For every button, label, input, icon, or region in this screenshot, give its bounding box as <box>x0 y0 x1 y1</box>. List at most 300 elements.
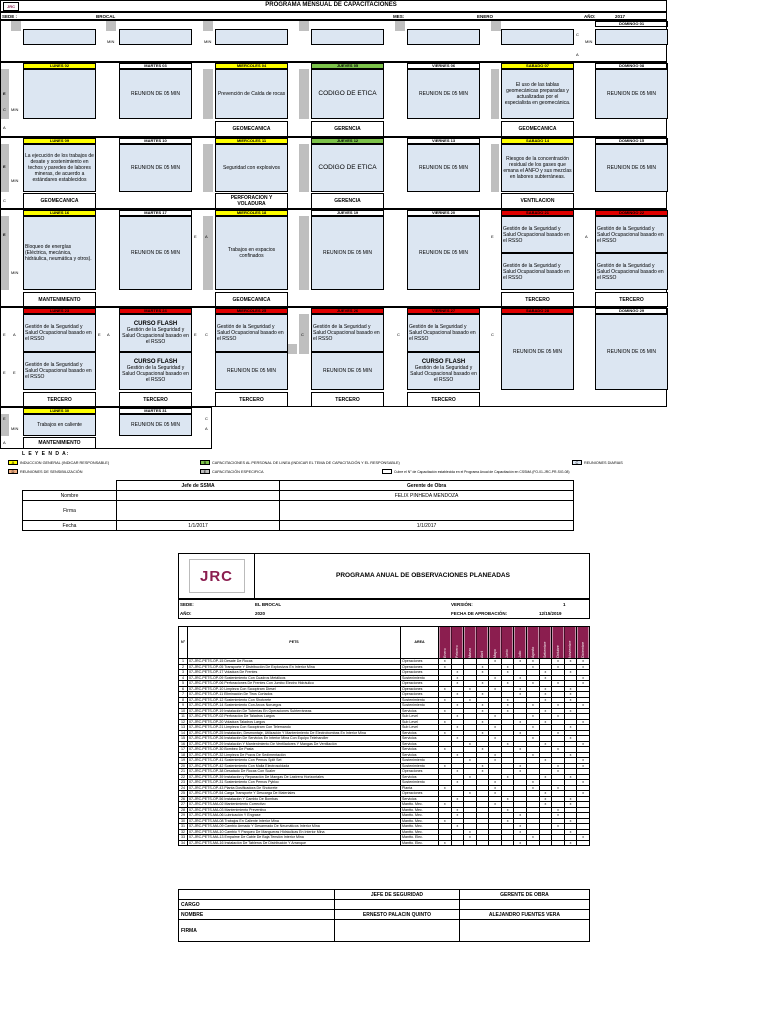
c-label: C <box>205 332 208 337</box>
day-header-martes: MARTES 17 <box>119 210 192 216</box>
cell-martes24-b <box>119 352 192 390</box>
cell-area: Sub Level <box>401 719 439 725</box>
min-label: MIN <box>11 107 19 112</box>
month-mark: x <box>514 829 527 835</box>
cell-n: 12 <box>179 719 188 725</box>
month-mark: x <box>527 703 540 709</box>
day-header-miercoles: MIERCOLES 04 <box>215 63 288 69</box>
cell-pets: 07-JRC-PETS-MA-03 Mantenimiento Preventivo <box>188 807 401 813</box>
day-header-martes: MARTES 10 <box>119 138 192 144</box>
day-header-domingo: DOMINGO 08 <box>595 63 668 69</box>
grey-cell <box>491 69 499 119</box>
month-mark: x <box>577 703 590 709</box>
c-label: C <box>576 32 579 37</box>
month-mark: x <box>539 796 552 802</box>
annual-header <box>178 553 590 599</box>
month-mark: x <box>464 791 477 797</box>
week0-row <box>0 20 667 62</box>
day-header-martes: MARTES 31 <box>119 408 192 414</box>
day-header-viernes: VIERNES 20 <box>407 210 480 216</box>
cell-area: Sostenimiento <box>401 675 439 681</box>
month-mark: x <box>451 824 464 830</box>
fecha-value: 12/15/2019 <box>539 611 562 616</box>
cell-area: Servicios <box>401 741 439 747</box>
sig-name-2: FELIX PINHEDA MENDOZA <box>280 491 574 501</box>
month-mark: x <box>552 659 565 665</box>
month-mark: x <box>514 692 527 698</box>
month-mark: x <box>451 692 464 698</box>
month-mark: x <box>489 802 502 808</box>
month-mark: x <box>539 670 552 676</box>
c-label: C <box>301 332 304 337</box>
month-mark: x <box>451 813 464 819</box>
day-header-miercoles: MIERCOLES 25 <box>215 308 288 314</box>
legend-item-d <box>8 469 82 474</box>
sig-row-nombre: NOMBRE <box>179 910 335 920</box>
cell-area: Mantto. Mec. <box>401 829 439 835</box>
month-mark: x <box>514 730 527 736</box>
month-mark: x <box>489 758 502 764</box>
cell-area: Operaciones <box>401 692 439 698</box>
area-lunes30: MANTENIMIENTO <box>23 437 96 449</box>
cell-n: 28 <box>179 807 188 813</box>
day-header-sabado: SABADO 21 <box>501 210 574 216</box>
month-mark: x <box>439 719 452 725</box>
cell-area: Operaciones <box>401 686 439 692</box>
day-header-domingo: DOMINGO 29 <box>595 308 668 314</box>
month-mark: x <box>577 758 590 764</box>
month-mark: x <box>451 725 464 731</box>
month-mark: x <box>464 686 477 692</box>
cell-area: Servicios <box>401 708 439 714</box>
area-martes24: TERCERO <box>119 392 192 407</box>
signature-table-2 <box>178 889 590 942</box>
monthly-meta-row <box>0 12 667 20</box>
cell-area: Sostenimiento <box>401 763 439 769</box>
month-mark: x <box>527 681 540 687</box>
month-header-julio: Julio <box>514 627 527 659</box>
cell-n: 31 <box>179 824 188 830</box>
month-mark: x <box>577 675 590 681</box>
cell-sabado28: REUNION DE 05 MIN <box>501 314 574 390</box>
cell-jueves26-a: Gestión de la Seguridad y Salud Ocupacional basado en el RSSO <box>311 314 384 352</box>
min-label: MIN <box>204 39 212 44</box>
cell-pets: 07-JRC-PETS-MA-09 Cambio Armado Y Desarmado De Neumáticos Interior Mina <box>188 824 401 830</box>
area-jueves12: GERENCIA <box>311 193 384 209</box>
cell-pets: 07-JRC-PETS-OP-05 Transporte Y Distribución De Explosivos En Interior Mina <box>188 664 401 670</box>
month-mark <box>464 840 477 846</box>
month-mark: x <box>514 763 527 769</box>
empty-cell <box>215 29 288 45</box>
week1-row <box>0 62 667 137</box>
month-mark: x <box>539 758 552 764</box>
month-mark: x <box>577 780 590 786</box>
month-header-abril: Abril <box>476 627 489 659</box>
cell-n: 13 <box>179 725 188 731</box>
cell-n: 9 <box>179 703 188 709</box>
sig-firma-1[interactable] <box>117 501 280 521</box>
cell-pets: 07-JRC-PETS-OP-43 Planta Dosificadora De Shotcrete <box>188 785 401 791</box>
cell-domingo29: REUNION DE 05 MIN <box>595 314 668 390</box>
month-mark: x <box>501 703 514 709</box>
cell-martes24-a <box>119 314 192 352</box>
day-header-viernes: VIERNES 06 <box>407 63 480 69</box>
cell-pets: 07-JRC-PETS-OP-21 Limpieza Con Scooptram Con Telemando <box>188 725 401 731</box>
month-mark: x <box>476 769 489 775</box>
cell-n: 27 <box>179 802 188 808</box>
cell-miercoles11: Seguridad con explosivos <box>215 144 288 192</box>
jrc-logo <box>179 554 255 598</box>
min-label: MIN <box>585 39 593 44</box>
day-header-miercoles: MIERCOLES 11 <box>215 138 288 144</box>
cell-pets: 07-JRC-PETS-OP-32 Limpieza De Pozos De Sedimentación <box>188 752 401 758</box>
day-header-sabado: SABADO 14 <box>501 138 574 144</box>
month-mark: x <box>539 719 552 725</box>
cell-jueves05: CODIGO DE ETICA <box>311 69 384 119</box>
e-label: E <box>3 370 6 375</box>
sig-date-2: 1/1/2017 <box>280 521 574 531</box>
cell-n: 33 <box>179 835 188 841</box>
cell-sabado07: El uso de las tablas geomecánicas preparadas y actualizadas por el especialista en geomecánica. <box>501 69 574 119</box>
month-mark: x <box>527 659 540 665</box>
cell-pets: 07-JRC-PETS-MA-06 Lubricación Y Engrase <box>188 813 401 819</box>
mes-value: ENERO <box>477 14 494 19</box>
month-header-enero: Enero <box>439 627 452 659</box>
area-lunes09: GEOMECANICA <box>23 193 96 209</box>
month-mark: x <box>539 741 552 747</box>
sig-row-firma: FIRMA <box>179 920 335 942</box>
month-mark: x <box>476 681 489 687</box>
month-mark: x <box>552 703 565 709</box>
cell-viernes27-a: Gestión de la Seguridad y Salud Ocupacional basado en el RSSO <box>407 314 480 352</box>
month-mark: x <box>451 681 464 687</box>
month-mark: x <box>527 785 540 791</box>
legend-text: REUNIONES DE SENSIBILIZACIÓN <box>20 469 83 474</box>
month-mark: x <box>501 818 514 824</box>
cell-area: Servicios <box>401 747 439 753</box>
col-n-header: N° <box>179 627 188 659</box>
grey-cell <box>491 144 499 192</box>
day-header-jueves: JUEVES 05 <box>311 63 384 69</box>
min-label: MIN <box>11 178 19 183</box>
month-mark: x <box>464 774 477 780</box>
cell-domingo08: REUNION DE 05 MIN <box>595 69 668 119</box>
cell-pets: 07-JRC-PETS-OP-17 Voladura De Frentes <box>188 670 401 676</box>
cell-n: 20 <box>179 763 188 769</box>
month-mark: x <box>439 840 452 846</box>
month-header-octubre: Octubre <box>552 627 565 659</box>
cell-pets: 07-JRC-PETS-OP-10 Limpieza Con Scooptram Diesel <box>188 686 401 692</box>
c-label: C <box>491 332 494 337</box>
grey-cell <box>491 21 501 31</box>
cell-pets: 07-JRC-PETS-OP-26 Instalación De Servicios En Interior Mina Con Equipo Telehandler <box>188 736 401 742</box>
grey-cell <box>203 144 213 192</box>
mes-label: MES: <box>393 14 405 19</box>
month-mark: x <box>514 675 527 681</box>
cell-n: 5 <box>179 681 188 687</box>
month-mark <box>552 840 565 846</box>
cell-n: 34 <box>179 840 188 846</box>
sig-name-2: ALEJANDRO FUENTES VERA <box>459 910 589 920</box>
grey-cell <box>106 21 116 31</box>
a-label: A <box>3 125 6 130</box>
day-header-viernes: VIERNES 27 <box>407 308 480 314</box>
empty-cell <box>407 29 480 45</box>
min-label: MIN <box>11 270 19 275</box>
month-mark: x <box>527 835 540 841</box>
cell-pets: 07-JRC-PETS-MA-16 Instalación De Tableros De Distribución Y Arranque <box>188 840 401 846</box>
min-label: MIN <box>107 39 115 44</box>
cell-area: Mantto. Mec. <box>401 824 439 830</box>
month-mark: x <box>527 664 540 670</box>
month-mark: x <box>451 807 464 813</box>
area-lunes16: MANTENIMIENTO <box>23 292 96 307</box>
month-mark: x <box>564 708 577 714</box>
cell-area: Operaciones <box>401 681 439 687</box>
month-mark: x <box>489 780 502 786</box>
cell-area: Sub Level <box>401 714 439 720</box>
month-mark: x <box>564 752 577 758</box>
sig-date-1: 1/1/2017 <box>117 521 280 531</box>
day-header-jueves: JUEVES 12 <box>311 138 384 144</box>
month-header-noviembre: Noviembre <box>564 627 577 659</box>
sede-value: BROCAL <box>96 14 116 19</box>
leyenda-title: L E Y E N D A: <box>22 451 70 457</box>
cell-area: Planta <box>401 785 439 791</box>
grey-cell <box>1 216 9 290</box>
e-label: E <box>3 232 6 237</box>
month-mark: x <box>514 813 527 819</box>
cell-viernes27-b <box>407 352 480 390</box>
cell-area: Operaciones <box>401 659 439 665</box>
day-header-martes: MARTES 24 <box>119 308 192 314</box>
cell-pets: 07-JRC-PETS-OP-56 Instalación Y Cambio De Bombas <box>188 796 401 802</box>
area-viernes27: TERCERO <box>407 392 480 407</box>
cell-area: Mantto. Mec. <box>401 813 439 819</box>
cell-pets: 07-JRC-PETS-OP-09 Sostenimiento Con Cuadros Metálicos <box>188 675 401 681</box>
a-label: A <box>576 52 579 57</box>
month-header-mayo: Mayo <box>489 627 502 659</box>
month-mark: x <box>514 824 527 830</box>
sig-firma-2[interactable] <box>459 920 589 942</box>
month-mark: x <box>527 736 540 742</box>
day-header-sabado: SABADO 07 <box>501 63 574 69</box>
week2-row <box>0 137 667 209</box>
month-mark: x <box>439 664 452 670</box>
legend-swatch: E <box>200 469 210 474</box>
cell-n: 16 <box>179 741 188 747</box>
cell-miercoles18: Trabajos en espacios confinados <box>215 216 288 290</box>
month-mark: x <box>439 818 452 824</box>
pets-table <box>178 626 590 846</box>
cell-n: 22 <box>179 774 188 780</box>
month-header-diciembre: Diciembre <box>577 627 590 659</box>
cell-n: 10 <box>179 708 188 714</box>
month-mark: x <box>564 736 577 742</box>
month-mark: x <box>564 796 577 802</box>
month-mark: x <box>489 736 502 742</box>
cell-n: 7 <box>179 692 188 698</box>
a-label: A <box>585 234 588 239</box>
c-label: C <box>3 198 6 203</box>
cell-pets: 07-JRC-PETS-OP-42 Sostenimiento Con Malla Electrosoldada <box>188 763 401 769</box>
empty-cell <box>23 29 96 45</box>
cell-area: Sostenimiento <box>401 703 439 709</box>
cell-miercoles25-b: REUNION DE 05 MIN <box>215 352 288 390</box>
month-mark: x <box>476 730 489 736</box>
month-mark: x <box>501 697 514 703</box>
cell-lunes09: La ejecución de los trabajos de desate y sostenimiento en techos y paredes de labores mineras, de acuerdo a estándares establecidos <box>23 144 96 192</box>
month-mark: x <box>564 725 577 731</box>
e-label: E <box>98 332 101 337</box>
cell-n: 6 <box>179 686 188 692</box>
legend-text: CAPACITACIÓN ESPECIFICA <box>212 469 264 474</box>
cell-lunes02 <box>23 69 96 119</box>
month-mark: x <box>514 840 527 846</box>
month-mark: x <box>476 719 489 725</box>
week4-row <box>0 307 667 407</box>
legend-swatch: A <box>8 460 18 465</box>
cell-n: 25 <box>179 791 188 797</box>
cell-pets: 07-JRC-PETS-OP-11 Eliminación De Tiros Cortados <box>188 692 401 698</box>
cell-area: Mantto. Mec. <box>401 807 439 813</box>
month-mark: x <box>564 774 577 780</box>
cell-pets: 07-JRC-PETS-OP-29 Instalación Y Mantenimiento De Ventiladores Y Mangas De Ventilación <box>188 741 401 747</box>
month-mark <box>489 840 502 846</box>
cell-sabado21-b: Gestión de la Seguridad y Salud Ocupacional basado en el RSSO <box>501 253 574 290</box>
sig-firma-1[interactable] <box>335 920 460 942</box>
anio-label: AÑO: <box>180 611 192 616</box>
cell-area: Sub Level <box>401 725 439 731</box>
day-header-domingo: DOMINGO 22 <box>595 210 668 216</box>
month-mark: x <box>476 664 489 670</box>
legend-text: CAPACITACIONES AL PERSONAL DE LINEA (INDICAR EL TEMA DE CAPACITACIÓN Y EL RESPONSABLE) <box>212 460 400 465</box>
month-header-febrero: Febrero <box>451 627 464 659</box>
cell-pets: 07-JRC-PETS-OP-31 Sostenimiento Con Pernos Pybloc <box>188 780 401 786</box>
month-mark <box>476 840 489 846</box>
cell-area: Operaciones <box>401 791 439 797</box>
cell-text: Gestión de la Seguridad y Salud Ocupacional basado en el RSSO <box>410 365 477 383</box>
sig-name-1: ERNESTO PALACIN QUINTO <box>335 910 460 920</box>
cell-n: 30 <box>179 818 188 824</box>
cell-domingo15: REUNION DE 05 MIN <box>595 144 668 192</box>
month-header-junio: Junio <box>501 627 514 659</box>
sig-header-gerente-obra: GERENTE DE OBRA <box>459 890 589 900</box>
cell-n: 3 <box>179 670 188 676</box>
cell-martes31: REUNION DE 05 MIN <box>119 414 192 436</box>
month-mark: x <box>552 807 565 813</box>
month-mark: x <box>489 686 502 692</box>
cell-area: Operaciones <box>401 664 439 670</box>
cell-n: 17 <box>179 747 188 753</box>
legend-text: INDUCCION GENERAL (INDICAR RESPONSABLE) <box>20 460 110 465</box>
cell-pets: 07-JRC-PETS-MA-02 Mantenimiento Correctivo <box>188 802 401 808</box>
c-label: C <box>3 107 6 112</box>
cell-n: 15 <box>179 736 188 742</box>
month-mark: x <box>439 802 452 808</box>
logo-text: JRC <box>199 567 233 585</box>
month-mark: x <box>539 791 552 797</box>
cell-text: Gestión de la Seguridad y Salud Ocupacional basado en el RSSO <box>122 365 189 383</box>
cell-viernes06: REUNION DE 05 MIN <box>407 69 480 119</box>
jrc-logo-small: JRC <box>3 2 19 11</box>
month-mark: x <box>476 747 489 753</box>
cell-pets: 07-JRC-PETS-OP-30 Bombeo De Pasta <box>188 747 401 753</box>
month-mark: x <box>489 675 502 681</box>
cell-area: Sostenimiento <box>401 780 439 786</box>
day-header-sabado: SABADO 28 <box>501 308 574 314</box>
legend-item-e <box>200 469 264 474</box>
month-mark: x <box>577 659 590 665</box>
empty-cell <box>595 29 668 45</box>
table-row <box>179 840 590 846</box>
month-mark: x <box>489 714 502 720</box>
e-label: E <box>3 332 6 337</box>
curso-flash-label: CURSO FLASH <box>421 359 466 365</box>
grey-cell <box>299 69 309 119</box>
month-mark: x <box>577 664 590 670</box>
cell-area: Sostenimiento <box>401 697 439 703</box>
month-mark: x <box>539 774 552 780</box>
month-mark: x <box>476 692 489 698</box>
pets-body <box>179 659 590 846</box>
cell-area: Servicios <box>401 774 439 780</box>
cell-n: 24 <box>179 785 188 791</box>
cell-lunes30: Trabajos en caliente <box>23 414 96 436</box>
a-label: A <box>107 332 110 337</box>
legend-item-b <box>200 460 400 465</box>
legend-item-f <box>382 469 570 474</box>
month-mark: x <box>577 719 590 725</box>
cell-lunes16: Bloqueo de energías (Eléctrica, mecánica, hidráulica, neumática y otros). <box>23 216 96 290</box>
signature-table-1 <box>22 480 574 531</box>
sig-header-jefe-ssma: Jefe de SSMA <box>117 481 280 491</box>
sig-row-label: Nombre <box>23 491 117 501</box>
month-mark: x <box>577 681 590 687</box>
version-value: 1 <box>563 602 566 607</box>
month-mark: x <box>501 796 514 802</box>
day-header-miercoles: MIERCOLES 18 <box>215 210 288 216</box>
grey-cell <box>395 21 405 31</box>
cell-pets: 07-JRC-PETS-MA-10 Cambio Y Parqueo De Mangueras Hidráulicas En Interior Mina <box>188 829 401 835</box>
cell-sabado21-a: Gestión de la Seguridad y Salud Ocupacional basado en el RSSO <box>501 216 574 253</box>
legend-swatch: D <box>8 469 18 474</box>
month-mark: x <box>501 741 514 747</box>
month-mark: x <box>564 697 577 703</box>
month-mark: x <box>539 675 552 681</box>
sig-firma-2[interactable] <box>280 501 574 521</box>
min-label: MIN <box>11 426 19 431</box>
a-label: A <box>3 440 6 445</box>
day-header-lunes: LUNES 16 <box>23 210 96 216</box>
area-miercoles11: PERFORACION Y VOLADURA <box>215 193 288 209</box>
month-mark: x <box>564 686 577 692</box>
day-header-jueves: JUEVES 19 <box>311 210 384 216</box>
anio-label: AÑO: <box>584 14 596 19</box>
month-mark <box>451 840 464 846</box>
cell-area: Operaciones <box>401 670 439 676</box>
month-mark: x <box>476 670 489 676</box>
cell-lunes23-b: Gestión de la Seguridad y Salud Ocupacional basado en el RSSO <box>23 352 96 390</box>
month-mark: x <box>514 719 527 725</box>
a-label: A <box>205 234 208 239</box>
sig-cargo-1 <box>335 900 460 910</box>
month-mark: x <box>489 752 502 758</box>
monthly-header <box>0 0 667 12</box>
area-miercoles25: TERCERO <box>215 392 288 407</box>
month-mark: x <box>451 670 464 676</box>
cell-pets: 07-JRC-PETS-MA-08 Trabajos En Caliente Interior Mina <box>188 818 401 824</box>
